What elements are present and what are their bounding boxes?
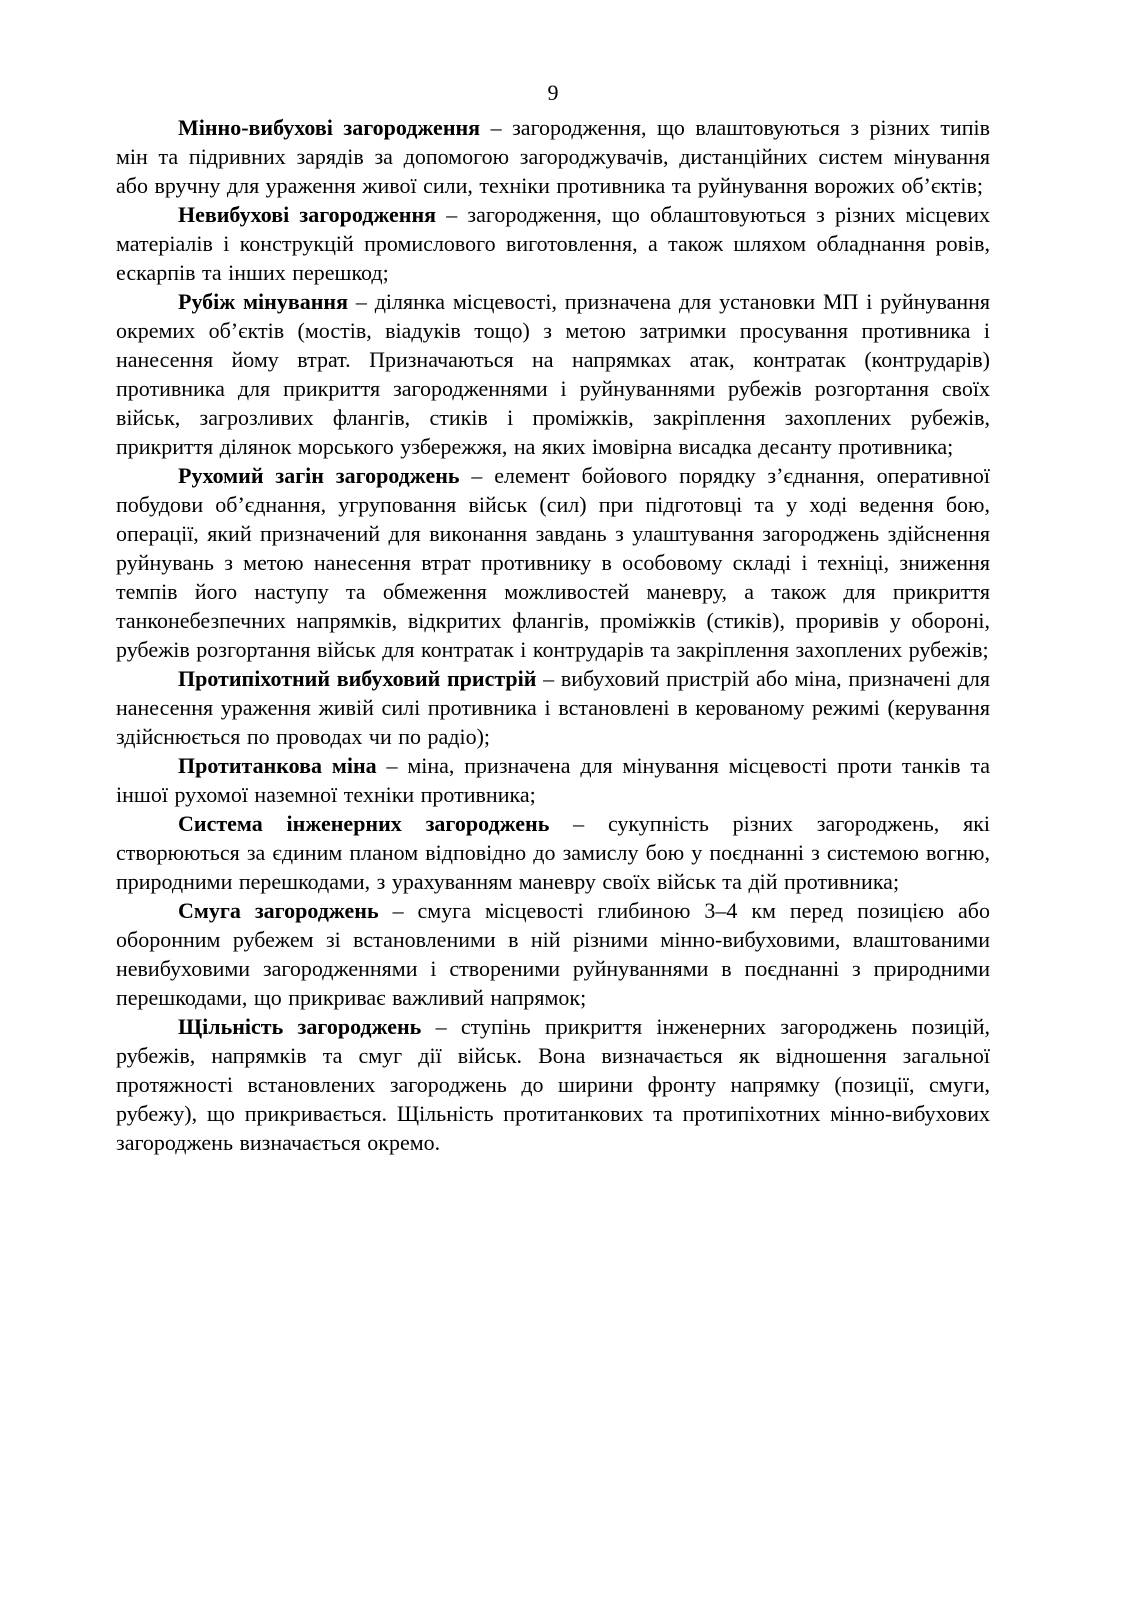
definition-text: – сукупність різних загороджень, які створюються за єдиним планом відповідно до замислу бою у поєднанні з системою вогню, природними перешкодами, з урахуванням маневру своїх військ та дій противника; xyxy=(116,811,991,894)
definition-paragraph xyxy=(116,200,990,287)
term-text: Рухомий загін загороджень xyxy=(178,463,460,488)
term-text: Невибухові загородження xyxy=(178,202,437,227)
definition-text: – вибуховий пристрій або міна, призначені для нанесення ураження живій силі противника і встановлені в керованому режимі (керування здійснюється по проводах чи по радіо); xyxy=(116,666,990,749)
term-text: Мінно-вибухові загородження xyxy=(178,115,481,140)
definition-text: – загородження, що облаштовуються з різних місцевих матеріалів і конструкцій промислового виготовлення, а також шляхом обладнання ровів, ескарпів та інших перешкод; xyxy=(116,202,990,285)
definition-paragraph xyxy=(116,664,990,751)
term-text: Протитанкова міна xyxy=(178,753,377,778)
definition-paragraph xyxy=(116,751,990,809)
definition-paragraph xyxy=(116,896,990,1012)
term-text: Рубіж мінування xyxy=(178,289,348,314)
page-number: 9 xyxy=(547,80,559,105)
definition-paragraph xyxy=(116,287,990,461)
term-text: Смуга загороджень xyxy=(178,898,379,923)
definition-text: – міна, призначена для мінування місцевості проти танків та іншої рухомої наземної техніки противника; xyxy=(116,753,991,807)
definition-text: – загородження, що влаштовуються з різних типів мін та підривних зарядів за допомогою загороджувачів, дистанційних систем мінування або вручну для ураження живої сили, техніки противника та руйнування ворожих об’єктів; xyxy=(116,115,991,198)
definition-text: – ступінь прикриття інженерних загороджень позицій, рубежів, напрямків та смуг дії військ. Вона визначається як відношення загальної протяжності встановлених загороджень до ширини фронту напрямку (позиції, смуги, рубежу), що прикривається. Щільність протитанкових та протипіхотних мінно-вибухових загороджень визначається окремо. xyxy=(116,1014,990,1155)
definition-text: – ділянка місцевості, призначена для установки МП і руйнування окремих об’єктів (мостів, віадуків тощо) з метою затримки просування противника і нанесення йому втрат. Призначаються на напрямках атак, контратак (контрударів) противника для прикриття загородженнями і руйнуваннями рубежів розгортання своїх військ, загрозливих флангів, стиків і проміжків, закріплення захоплених рубежів, прикриття ділянок морського узбережжя, на яких імовірна висадка десанту противника; xyxy=(116,289,991,459)
term-text: Щільність загороджень xyxy=(178,1014,422,1039)
term-text: Протипіхотний вибуховий пристрій xyxy=(178,666,537,691)
definition-paragraph xyxy=(116,461,990,664)
definitions-list xyxy=(116,113,990,1157)
definition-text: – смуга місцевості глибиною 3–4 км перед позицією або оборонним рубежем зі встановленими в ній різними мінно-вибуховими, влаштованими невибуховими загородженнями і створеними руйнуваннями в поєднанні з природними перешкодами, що прикриває важливий напрямок; xyxy=(116,898,990,1010)
definition-paragraph xyxy=(116,113,990,200)
term-text: Система інженерних загороджень xyxy=(178,811,550,836)
definition-paragraph xyxy=(116,1012,990,1157)
definition-text: – елемент бойового порядку з’єднання, оперативної побудови об’єднання, угруповання військ (сил) при підготовці та у ході ведення бою, операції, який призначений для виконання завдань з улаштування загороджень здійснення руйнувань з метою нанесення втрат противнику в особовому складі і техніці, зниження темпів його наступу та обмеження можливостей маневру, а також для прикриття танконебезпечних напрямків, відкритих флангів, проміжків (стиків), проривів у обороні, рубежів розгортання військ для контратак і контрударів та закріплення захоплених рубежів; xyxy=(116,463,990,662)
definition-paragraph xyxy=(116,809,990,896)
